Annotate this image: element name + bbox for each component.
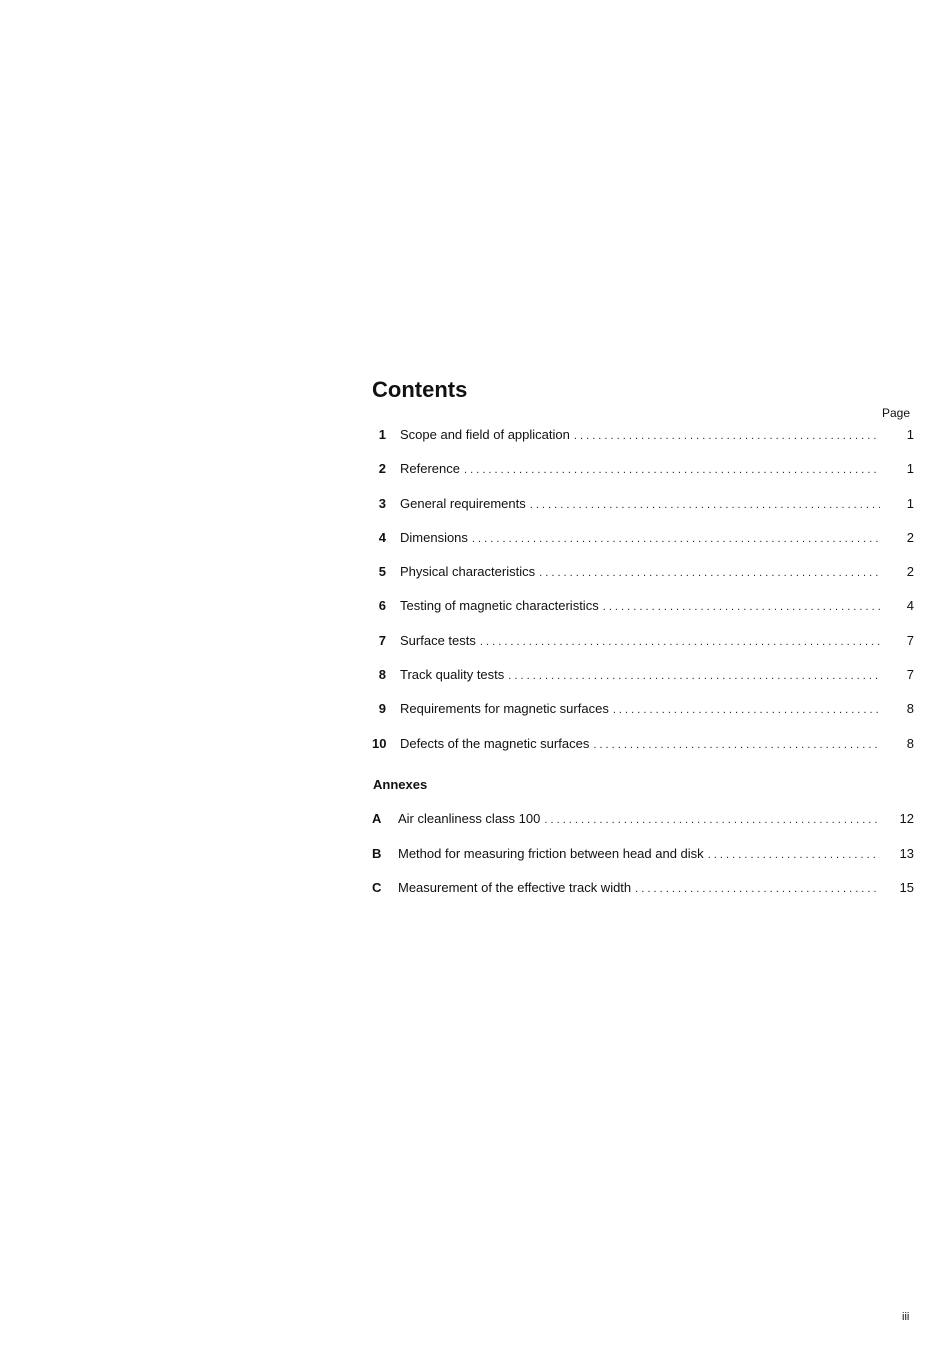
dot-leader — [530, 497, 880, 513]
toc-entries — [372, 427, 914, 770]
entry-label: Dimensions — [400, 529, 468, 545]
entry-label: Scope and field of application — [400, 427, 570, 442]
entry-page: 7 — [906, 667, 914, 683]
dot-leader — [464, 462, 880, 478]
entry-page: 1 — [906, 427, 914, 442]
toc-entry[interactable] — [372, 461, 914, 495]
toc-entry[interactable] — [372, 564, 914, 598]
entry-label: Track quality tests — [400, 667, 505, 683]
entry-number: 1 — [378, 427, 386, 442]
entry-label: Reference — [400, 461, 460, 477]
dot-leader — [480, 634, 880, 650]
entry-label: General requirements — [400, 495, 526, 511]
entry-page: 8 — [906, 735, 914, 751]
entry-page: 4 — [906, 598, 914, 614]
dot-leader — [603, 599, 880, 615]
page-title: Contents — [372, 377, 468, 402]
entry-page: 2 — [906, 564, 914, 580]
entry-label: Surface tests — [400, 632, 476, 648]
toc-entry[interactable] — [372, 530, 914, 564]
toc-entry[interactable] — [372, 736, 914, 770]
entry-number: 3 — [378, 495, 386, 511]
annex-label: Measurement of the effective track width — [398, 880, 632, 896]
annex-label: Method for measuring friction between head and disk — [398, 845, 704, 861]
entry-page: 7 — [906, 632, 914, 648]
annex-entry[interactable] — [372, 846, 914, 881]
dot-leader — [544, 812, 880, 828]
entry-label: Defects of the magnetic surfaces — [400, 735, 590, 751]
annex-page: 12 — [899, 811, 914, 826]
toc-entry[interactable] — [372, 496, 914, 530]
toc-entry[interactable] — [372, 701, 914, 735]
dot-leader — [472, 531, 880, 547]
entry-number: 6 — [378, 598, 386, 614]
page-column-header: Page — [881, 406, 910, 420]
dot-leader — [574, 428, 880, 444]
annex-letter: B — [372, 845, 382, 861]
page-number: iii — [902, 1311, 910, 1323]
dot-leader — [708, 847, 880, 863]
entry-label: Testing of magnetic characteristics — [400, 598, 599, 614]
entry-number: 4 — [378, 529, 386, 545]
dot-leader — [613, 702, 880, 718]
annex-letter: A — [372, 811, 382, 826]
annexes-heading: Annexes — [373, 777, 428, 792]
entry-label: Physical characteristics — [400, 564, 536, 580]
annex-page: 15 — [899, 880, 914, 896]
entry-page: 8 — [906, 701, 914, 717]
dot-leader — [593, 737, 880, 753]
entry-number: 10 — [372, 735, 387, 751]
annex-label: Air cleanliness class 100 — [398, 811, 541, 826]
entry-number: 5 — [378, 564, 386, 580]
dot-leader — [635, 881, 880, 897]
entry-number: 9 — [378, 701, 386, 717]
annex-page: 13 — [899, 845, 914, 861]
entry-number: 7 — [378, 632, 386, 648]
entry-number: 8 — [378, 667, 386, 683]
entry-page: 1 — [906, 495, 914, 511]
toc-entry[interactable] — [372, 427, 914, 461]
annex-letter: C — [372, 880, 382, 896]
dot-leader — [539, 565, 880, 581]
entry-label: Requirements for magnetic surfaces — [400, 701, 609, 717]
table-of-contents — [372, 376, 914, 896]
entry-number: 2 — [378, 461, 386, 477]
dot-leader — [508, 668, 880, 684]
annex-entry[interactable] — [372, 811, 914, 846]
toc-entry[interactable] — [372, 598, 914, 632]
toc-entry[interactable] — [372, 633, 914, 667]
entry-page: 2 — [906, 529, 914, 545]
annex-entry[interactable] — [372, 880, 914, 915]
annex-entries — [372, 811, 914, 915]
toc-entry[interactable] — [372, 667, 914, 701]
entry-page: 1 — [906, 461, 914, 477]
